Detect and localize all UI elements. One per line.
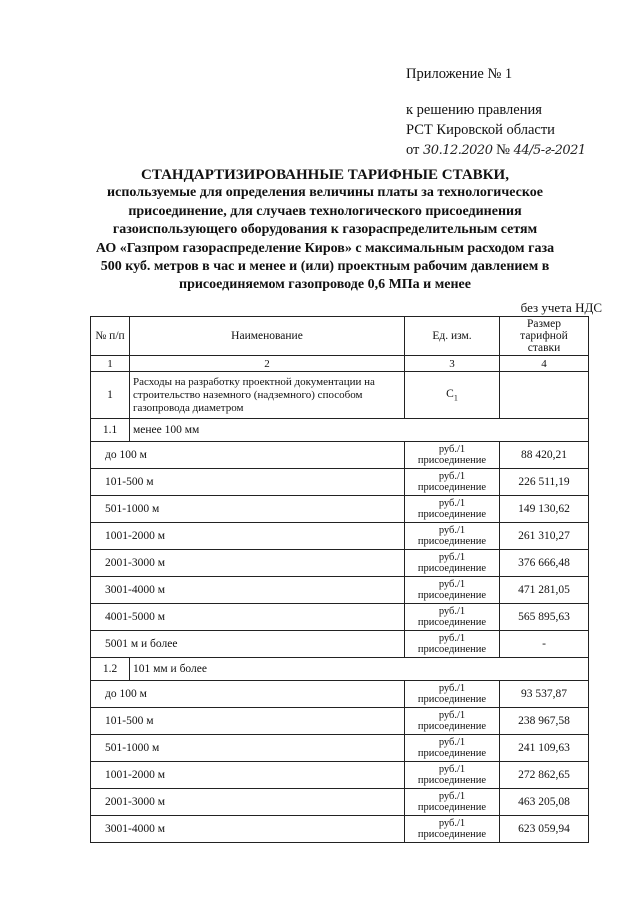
row-unit-text	[418, 579, 486, 601]
row-unit	[405, 681, 500, 708]
row-unit-text	[418, 498, 486, 520]
row-unit-text	[418, 471, 486, 493]
unit-line-2: присоединение	[417, 775, 487, 786]
row-unit	[405, 604, 500, 631]
unit-line-2: присоединение	[417, 802, 487, 813]
index-1: 1	[91, 356, 130, 372]
handwritten-date: 30.12.2020	[423, 143, 493, 158]
row-name: 2001-3000 м	[91, 789, 405, 816]
unit-line-1: руб./1	[438, 818, 466, 829]
row-rate: 226 511,19	[500, 469, 589, 496]
row-unit	[405, 496, 500, 523]
number-prefix: №	[496, 142, 510, 158]
appendix-block	[406, 64, 636, 161]
unit-line-2: присоединение	[417, 482, 487, 493]
vat-note: без учета НДС	[520, 300, 602, 315]
row-unit	[405, 762, 500, 789]
row-unit-text	[418, 552, 486, 574]
table-row	[91, 550, 589, 577]
row-unit-text	[418, 633, 486, 655]
row-rate: 565 895,63	[500, 604, 589, 631]
item-code-sub: 1	[453, 393, 458, 403]
row-name: 3001-4000 м	[91, 816, 405, 843]
row-unit-text	[418, 737, 486, 759]
row-rate: 471 281,05	[500, 577, 589, 604]
title-line-4: АО «Газпром газораспределение Киров» с максимальным расходом газа	[95, 240, 555, 256]
unit-line-1: руб./1	[438, 579, 466, 590]
row-unit	[405, 442, 500, 469]
table-header-row	[91, 317, 589, 356]
date-prefix: от	[406, 142, 420, 158]
item-name: Расходы на разработку проектной документации на строительство наземного (надземного) способом газопровода диаметром	[130, 372, 405, 419]
unit-line-1: руб./1	[438, 471, 466, 482]
section-2-num: 1.2	[91, 658, 130, 681]
row-unit	[405, 550, 500, 577]
table-row	[91, 442, 589, 469]
table-row	[91, 762, 589, 789]
row-name: до 100 м	[91, 442, 405, 469]
item-code-letter: C	[446, 387, 454, 400]
unit-line-1: руб./1	[438, 710, 466, 721]
row-unit-text	[418, 444, 486, 466]
row-name: 1001-2000 м	[91, 523, 405, 550]
title-line-5: 500 куб. метров в час и менее и (или) проектным рабочим давлением в	[100, 259, 550, 275]
unit-line-2: присоединение	[417, 829, 487, 840]
unit-line-2: присоединение	[417, 644, 487, 655]
title-line-3: газоиспользующего оборудования к газораспределительным сетям	[112, 222, 538, 238]
row-unit	[405, 631, 500, 658]
header-name: Наименование	[130, 317, 405, 356]
table-row	[91, 789, 589, 816]
row-rate: 463 205,08	[500, 789, 589, 816]
row-rate: -	[500, 631, 589, 658]
title-line-1: используемые для определения величины платы за технологическое	[107, 185, 543, 201]
table-row	[91, 523, 589, 550]
row-rate: 149 130,62	[500, 496, 589, 523]
unit-line-2: присоединение	[417, 617, 487, 628]
appendix-line-decision: к решению правления	[406, 102, 542, 118]
row-unit	[405, 523, 500, 550]
table-index-row	[91, 356, 589, 372]
row-unit	[405, 577, 500, 604]
table-row	[91, 631, 589, 658]
unit-line-1: руб./1	[438, 791, 466, 802]
unit-line-1: руб./1	[438, 498, 466, 509]
row-name: 5001 м и более	[91, 631, 405, 658]
table-row	[91, 735, 589, 762]
row-name: 3001-4000 м	[91, 577, 405, 604]
unit-line-2: присоединение	[417, 694, 487, 705]
unit-line-1: руб./1	[438, 552, 466, 563]
row-unit	[405, 816, 500, 843]
row-unit-text	[418, 764, 486, 786]
row-unit-text	[418, 683, 486, 705]
handwritten-number: 44/5-г-2021	[513, 143, 586, 158]
appendix-line-authority: РСТ Кировской области	[406, 122, 555, 138]
row-rate: 272 862,65	[500, 762, 589, 789]
unit-line-1: руб./1	[438, 606, 466, 617]
document-title	[70, 166, 580, 295]
index-2: 2	[130, 356, 405, 372]
index-3: 3	[405, 356, 500, 372]
table-row	[91, 604, 589, 631]
section-row-2	[91, 658, 589, 681]
row-unit-text	[418, 818, 486, 840]
unit-line-1: руб./1	[438, 525, 466, 536]
row-name: 1001-2000 м	[91, 762, 405, 789]
table-row	[91, 496, 589, 523]
row-rate: 261 310,27	[500, 523, 589, 550]
unit-line-1: руб./1	[438, 737, 466, 748]
unit-line-2: присоединение	[417, 721, 487, 732]
unit-line-2: присоединение	[417, 590, 487, 601]
row-rate: 376 666,48	[500, 550, 589, 577]
unit-line-1: руб./1	[438, 633, 466, 644]
header-unit: Ед. изм.	[405, 317, 500, 356]
header-num: № п/п	[91, 317, 130, 356]
section-1-num: 1.1	[91, 419, 130, 442]
table-row	[91, 577, 589, 604]
header-rate: Размер тарифной ставки	[500, 317, 589, 356]
section-row-1	[91, 419, 589, 442]
title-main: СТАНДАРТИЗИРОВАННЫЕ ТАРИФНЫЕ СТАВКИ,	[141, 167, 509, 183]
row-rate: 93 537,87	[500, 681, 589, 708]
row-name: 2001-3000 м	[91, 550, 405, 577]
row-name: 101-500 м	[91, 708, 405, 735]
unit-line-1: руб./1	[438, 764, 466, 775]
tariff-table	[90, 316, 589, 843]
row-name: 4001-5000 м	[91, 604, 405, 631]
row-unit	[405, 789, 500, 816]
row-unit	[405, 469, 500, 496]
row-unit-text	[418, 525, 486, 547]
table-row	[91, 708, 589, 735]
row-name: 501-1000 м	[91, 735, 405, 762]
unit-line-2: присоединение	[417, 748, 487, 759]
index-4: 4	[500, 356, 589, 372]
appendix-date-line	[406, 140, 636, 161]
row-unit-text	[418, 791, 486, 813]
table-row	[91, 469, 589, 496]
item-row	[91, 372, 589, 419]
row-name: 501-1000 м	[91, 496, 405, 523]
title-line-6: присоединяемом газопроводе 0,6 МПа и менее	[179, 277, 471, 293]
row-name: 101-500 м	[91, 469, 405, 496]
unit-line-1: руб./1	[438, 444, 466, 455]
unit-line-2: присоединение	[417, 509, 487, 520]
row-rate: 88 420,21	[500, 442, 589, 469]
table-row	[91, 681, 589, 708]
item-rate-empty	[500, 372, 589, 419]
unit-line-2: присоединение	[417, 455, 487, 466]
item-num: 1	[91, 372, 130, 419]
section-2-name: 101 мм и более	[130, 658, 589, 681]
appendix-title: Приложение № 1	[406, 66, 513, 82]
section-1-name: менее 100 мм	[130, 419, 589, 442]
row-unit	[405, 735, 500, 762]
item-code	[405, 372, 500, 419]
row-unit	[405, 708, 500, 735]
row-rate: 241 109,63	[500, 735, 589, 762]
row-unit-text	[418, 710, 486, 732]
unit-line-2: присоединение	[417, 563, 487, 574]
title-line-2: присоединение, для случаев технологического присоединения	[128, 203, 522, 219]
row-name: до 100 м	[91, 681, 405, 708]
row-unit-text	[418, 606, 486, 628]
table-row	[91, 816, 589, 843]
unit-line-2: присоединение	[417, 536, 487, 547]
row-rate: 238 967,58	[500, 708, 589, 735]
row-rate: 623 059,94	[500, 816, 589, 843]
unit-line-1: руб./1	[438, 683, 466, 694]
